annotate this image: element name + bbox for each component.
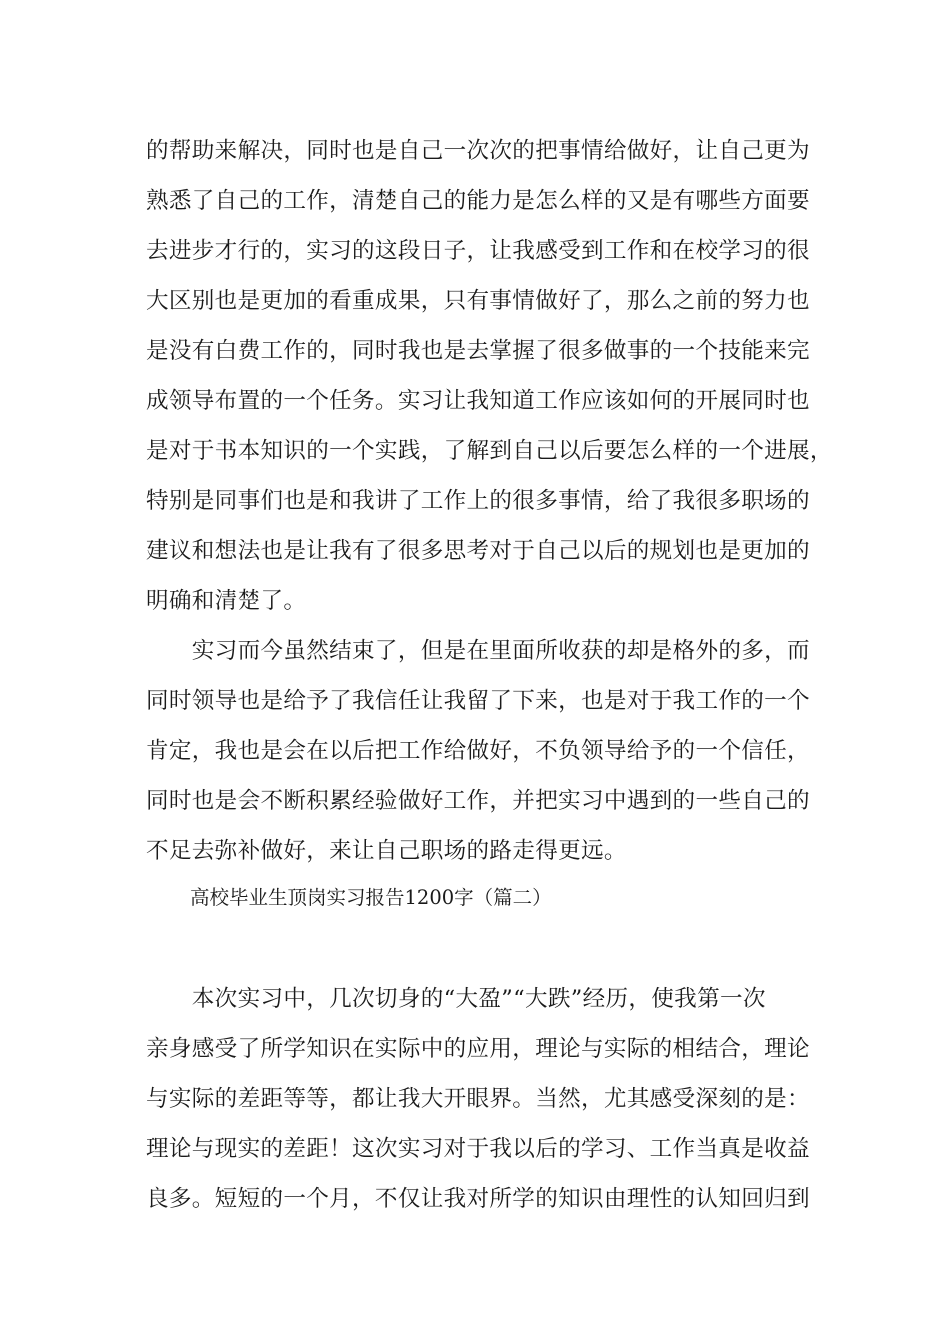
paragraph-1-line: 成领导布置的一个任务。实习让我知道工作应该如何的开展同时也 bbox=[146, 388, 810, 414]
paragraph-1-line: 去进步才行的，实习的这段日子，让我感受到工作和在校学习的很 bbox=[146, 238, 810, 264]
paragraph-1-line: 是没有白费工作的，同时我也是去掌握了很多做事的一个技能来完 bbox=[146, 338, 810, 364]
paragraph-2-line: 不足去弥补做好，来让自己职场的路走得更远。 bbox=[146, 838, 627, 864]
paragraph-1-line: 特别是同事们也是和我讲了工作上的很多事情，给了我很多职场的 bbox=[146, 488, 810, 514]
paragraph-1-line: 建议和想法也是让我有了很多思考对于自己以后的规划也是更加的 bbox=[146, 538, 810, 564]
paragraph-2-line: 同时领导也是给予了我信任让我留了下来，也是对于我工作的一个 bbox=[146, 688, 810, 714]
paragraph-1-line: 大区别也是更加的看重成果，只有事情做好了，那么之前的努力也 bbox=[146, 288, 810, 314]
paragraph-1-line: 熟悉了自己的工作，清楚自己的能力是怎么样的又是有哪些方面要 bbox=[146, 188, 810, 214]
paragraph-1-line: 是对于书本知识的一个实践，了解到自己以后要怎么样的一个进展， bbox=[146, 438, 833, 464]
paragraph-3-line: 良多。短短的一个月，不仅让我对所学的知识由理性的认知回归到 bbox=[146, 1186, 810, 1212]
paragraph-1-line: 明确和清楚了。 bbox=[146, 588, 307, 614]
paragraph-3-line: 理论与现实的差距！这次实习对于我以后的学习、工作当真是收益 bbox=[146, 1136, 810, 1162]
paragraph-2-line: 实习而今虽然结束了，但是在里面所收获的却是格外的多，而 bbox=[146, 638, 810, 664]
paragraph-2-line: 肯定，我也是会在以后把工作给做好，不负领导给予的一个信任， bbox=[146, 738, 810, 764]
section-heading: 高校毕业生顶岗实习报告1200字（篇二） bbox=[190, 886, 552, 909]
paragraph-3-line: 亲身感受了所学知识在实际中的应用，理论与实际的相结合，理论 bbox=[146, 1036, 810, 1062]
paragraph-3-line: 本次实习中，几次切身的“大盈”“大跌”经历，使我第一次 bbox=[146, 986, 766, 1012]
paragraph-2-line: 同时也是会不断积累经验做好工作，并把实习中遇到的一些自己的 bbox=[146, 788, 810, 814]
paragraph-1-line: 的帮助来解决，同时也是自己一次次的把事情给做好，让自己更为 bbox=[146, 138, 810, 164]
paragraph-3-line: 与实际的差距等等，都让我大开眼界。当然，尤其感受深刻的是： bbox=[146, 1086, 810, 1112]
